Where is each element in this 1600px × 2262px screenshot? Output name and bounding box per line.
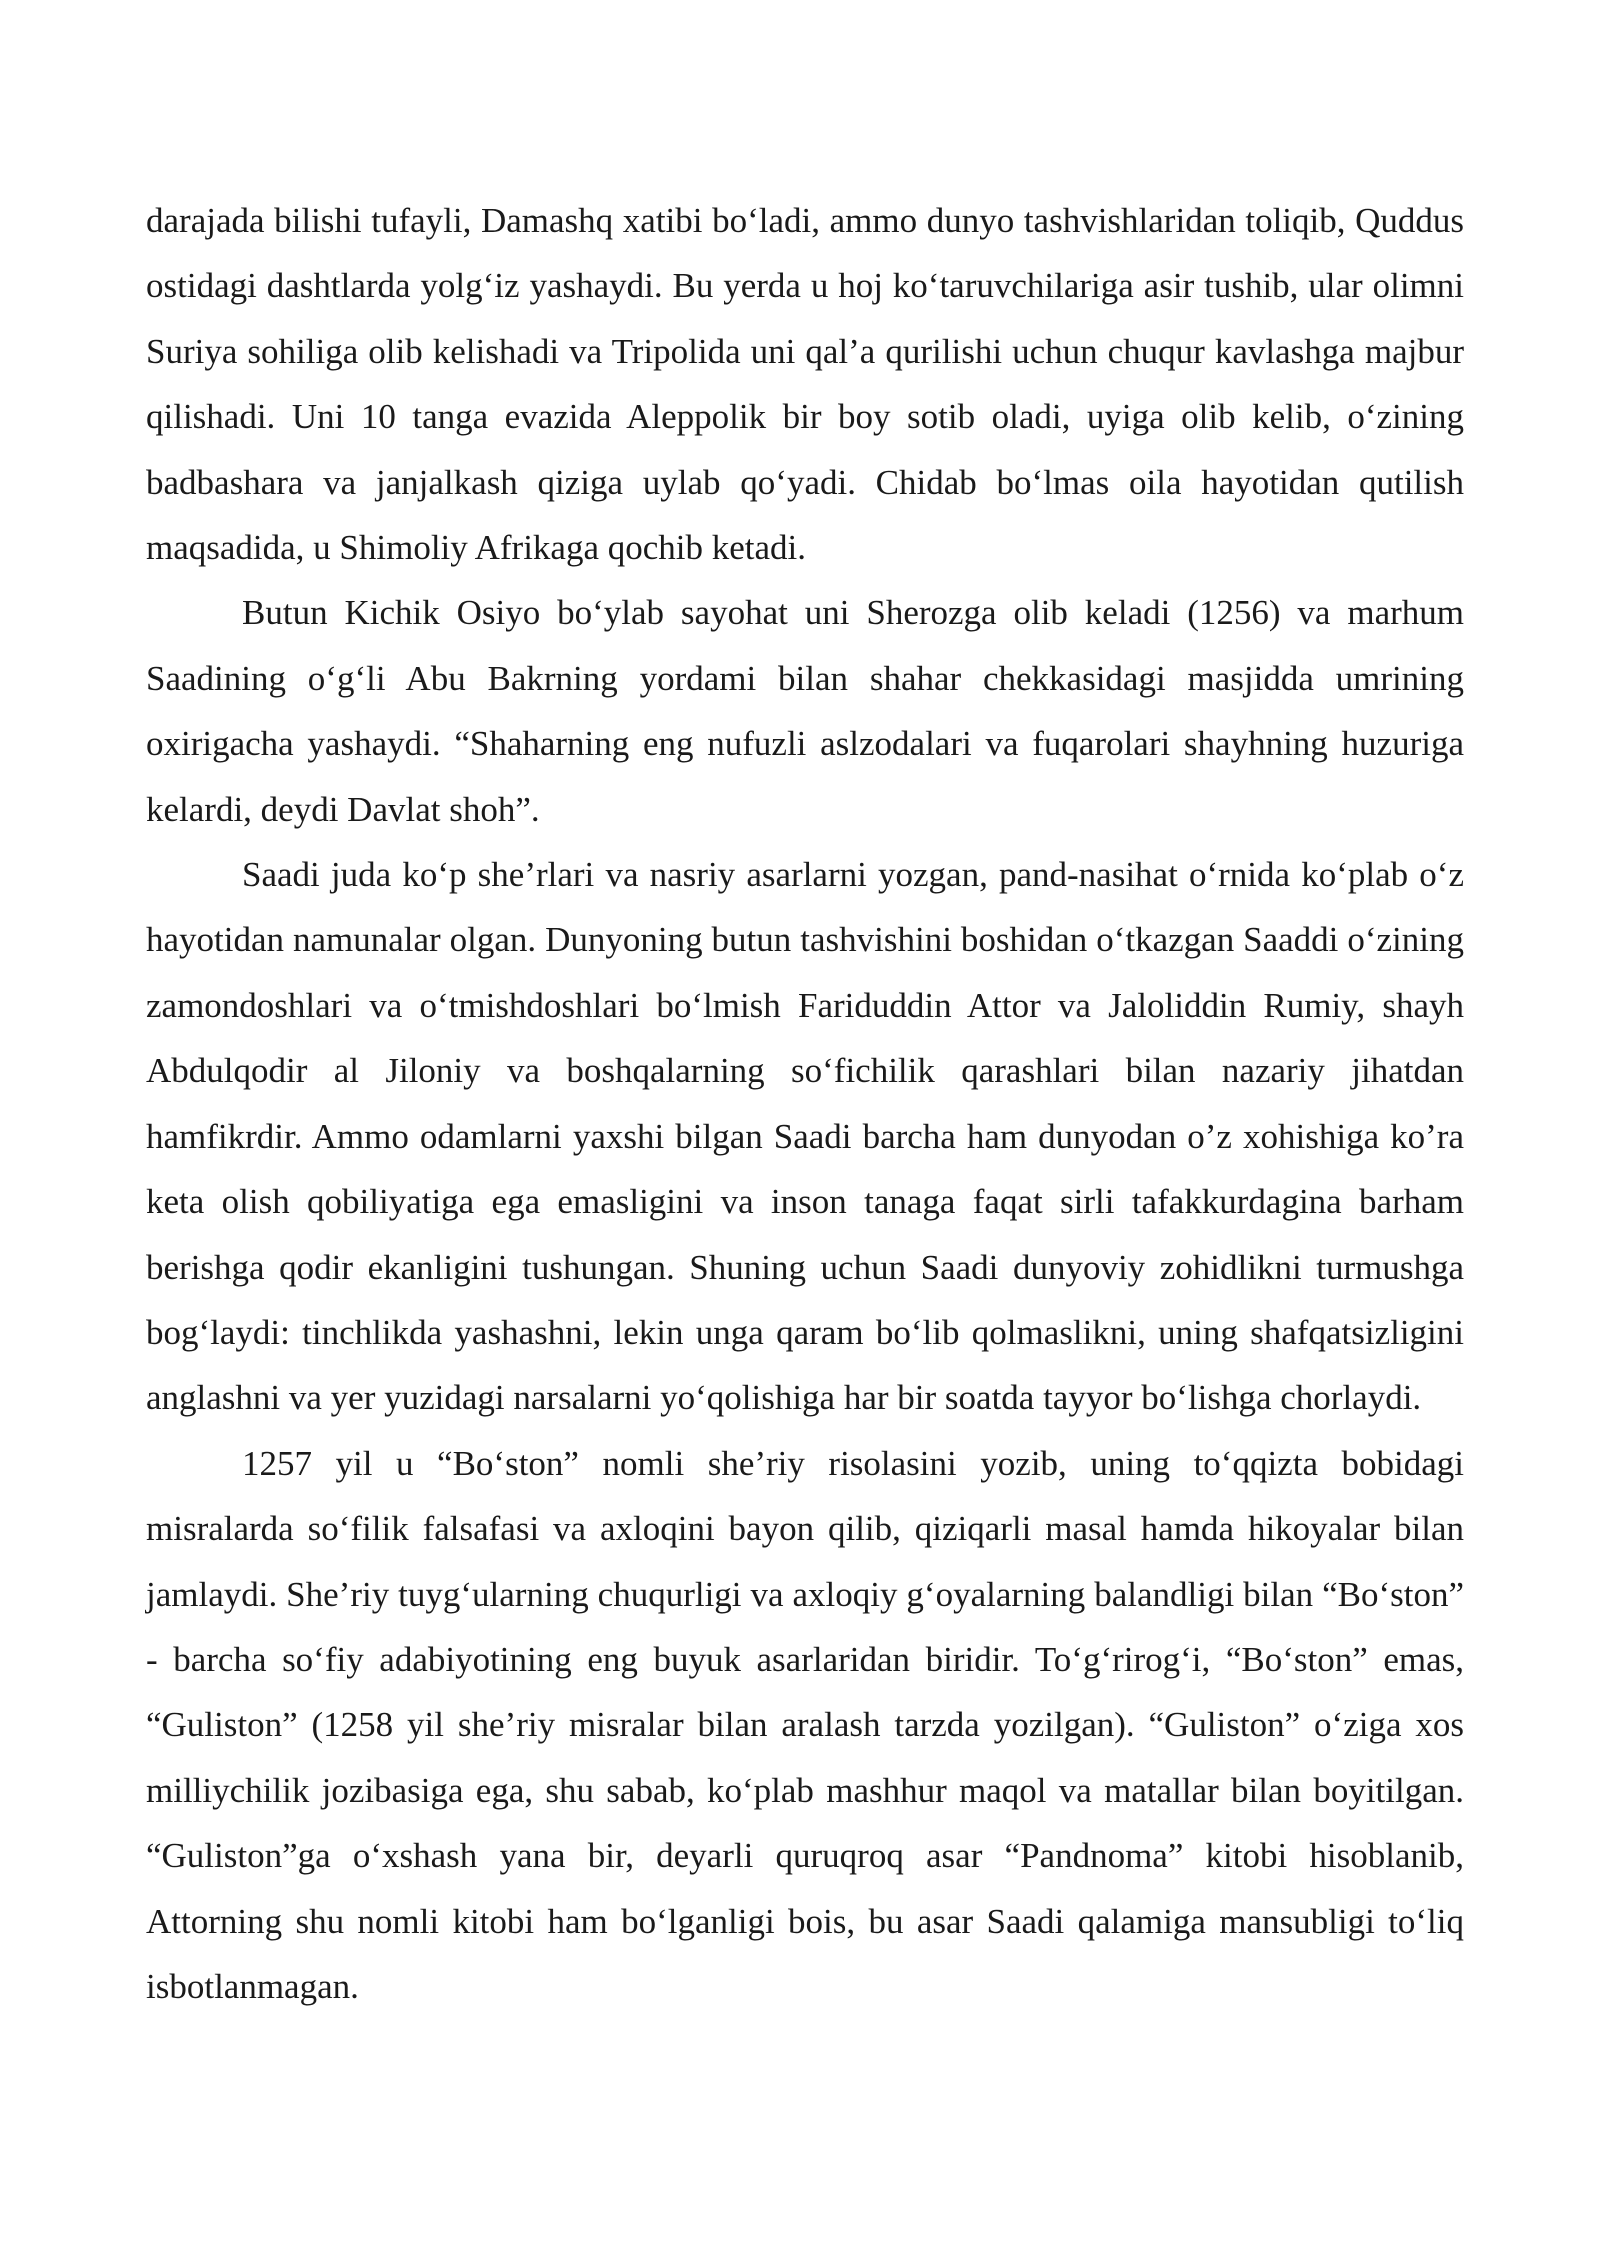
- paragraph-4: 1257 yil u “Bo‘ston” nomli she’riy risolasini yozib, uning to‘qqizta bobidagi misralarda so‘filik falsafasi va axloqini bayon qilib, qiziqarli masal hamda hikoyalar bilan jamlaydi. She’riy tuyg‘ularning chuqurligi va axloqiy g‘oyalarning balandligi bilan “Bo‘ston” - barcha so‘fiy adabiyotining eng buyuk asarlaridan biridir. To‘g‘rirog‘i, “Bo‘ston” emas, “Guliston” (1258 yil she’riy misralar bilan aralash tarzda yozilgan). “Guliston” o‘ziga xos milliychilik jozibasiga ega, shu sabab, ko‘plab mashhur maqol va matallar bilan boyitilgan. “Guliston”ga o‘xshash yana bir, deyarli quruqroq asar “Pandnoma” kitobi hisoblanib, Attorning shu nomli kitobi ham bo‘lganligi bois, bu asar Saadi qalamiga mansubligi to‘liq isbotlanmagan.: [146, 1443, 1464, 2006]
- paragraph-2: Butun Kichik Osiyo bo‘ylab sayohat uni Sherozga olib keladi (1256) va marhum Saadining o‘g‘li Abu Bakrning yordami bilan shahar chekkasidagi masjidda umrining oxirigacha yashaydi. “Shaharning eng nufuzli aslzodalari va fuqarolari shayhning huzuriga kelardi, deydi Davlat shoh”.: [146, 593, 1464, 829]
- paragraph-1: darajada bilishi tufayli, Damashq xatibi bo‘ladi, ammo dunyo tashvishlaridan toliqib, Quddus ostidagi dashtlarda yolg‘iz yashaydi. Bu yerda u hoj ko‘taruvchilariga asir tushib, ular olimni Suriya sohiliga olib kelishadi va Tripolida uni qal’a qurilishi uchun chuqur kavlashga majbur qilishadi. Uni 10 tanga evazida Aleppolik bir boy sotib oladi, uyiga olib kelib, o‘zining badbashara va janjalkash qiziga uylab qo‘yadi. Chidab bo‘lmas oila hayotidan qutilish maqsadida, u Shimoliy Afrikaga qochib ketadi.: [146, 201, 1464, 568]
- body-text: [146, 188, 1464, 2019]
- paragraph-3: Saadi juda ko‘p she’rlari va nasriy asarlarni yozgan, pand-nasihat o‘rnida ko‘plab o‘z hayotidan namunalar olgan. Dunyoning butun tashvishini boshidan o‘tkazgan Saaddi o‘zining zamondoshlari va o‘tmishdoshlari bo‘lmish Fariduddin Attor va Jaloliddin Rumiy, shayh Abdulqodir al Jiloniy va boshqalarning so‘fichilik qarashlari bilan nazariy jihatdan hamfikrdir. Ammo odamlarni yaxshi bilgan Saadi barcha ham dunyodan o’z xohishiga ko’ra keta olish qobiliyatiga ega emasligini va inson tanaga faqat sirli tafakkurdagina barham berishga qodir ekanligini tushungan. Shuning uchun Saadi dunyoviy zohidlikni turmushga bog‘laydi: tinchlikda yashashni, lekin unga qaram bo‘lib qolmaslikni, uning shafqatsizligini anglashni va yer yuzidagi narsalarni yo‘qolishiga har bir soatda tayyor bo‘lishga chorlaydi.: [146, 855, 1464, 1418]
